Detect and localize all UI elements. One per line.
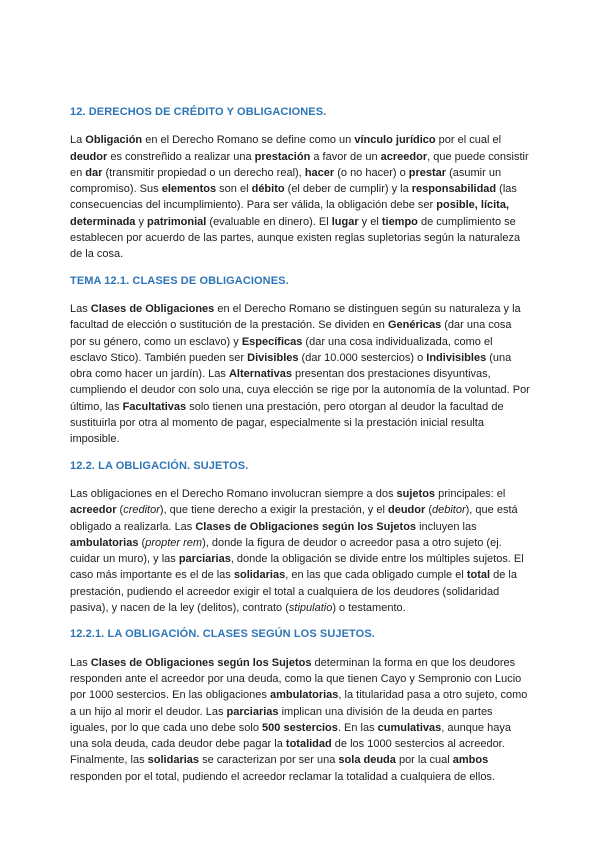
text-run: Las [70, 656, 91, 669]
text-run: Las [70, 302, 91, 315]
bold-text: Genéricas [387, 319, 442, 332]
section-heading-1: 12. DERECHOS DE CRÉDITO Y OBLIGACIONES. [70, 106, 327, 118]
text-run: (dar una cosa individualizada, como el esclavo Stico). También pueden ser [70, 335, 493, 364]
text-run: de cumplimiento se establecen por acuerdo de las partes, aunque existen reglas supletorias según la naturaleza de la cosa. [70, 215, 521, 261]
bold-text: Indivisibles [426, 351, 487, 364]
section-heading-3: 12.2. LA OBLIGACIÓN. SUJETOS. [70, 459, 249, 472]
bold-text: cumulativas [377, 721, 442, 734]
text-run: (evaluable en dinero). El [206, 215, 332, 228]
paragraph-4 [70, 655, 530, 785]
text-run: (dar 10.000 sestercios) o [298, 351, 427, 364]
bold-text: responsabilidad [411, 183, 497, 196]
text-run: . En las [337, 721, 378, 734]
bold-text: acreedor [70, 504, 117, 517]
text-run: , donde la obligación se divide entre los múltiples sujetos. El caso más importante es el de las [70, 553, 524, 582]
text-run: La [70, 134, 86, 147]
text-run: se caracterizan por ser una [199, 754, 339, 767]
paragraph-1 [70, 132, 530, 262]
bold-text: Alternativas [228, 368, 292, 381]
text-run: determinan la forma en que los deudores responden ante el acreedor por una deuda, como la que tienen Cayo y Sempronio con Lucio por 1000 sestercios. En las obligaciones [70, 656, 522, 702]
bold-text: parciarias [178, 553, 231, 566]
text-run: en el Derecho Romano se distinguen según su naturaleza y la facultad de elección o sustitución de la prestación. Se dividen en [70, 302, 521, 332]
text-run: solo tienen una prestación, pero otorgan al deudor la facultad de sustituirla por otra al momento de pagar, especialmente si la prestación inicial resulta imposible. [70, 400, 504, 446]
text-run: es constreñido a realizar una [107, 150, 255, 163]
text-run: y [135, 215, 148, 228]
text-run: ( [425, 504, 432, 517]
bold-text: Clases de Obligaciones [90, 302, 215, 315]
text-run: Las obligaciones en el Derecho Romano involucran siempre a dos [70, 487, 397, 500]
text-run: , la titularidad pasa a otro sujeto, como a un hijo al morir el deudor. Las [70, 689, 528, 718]
text-run: principales: el [435, 487, 506, 500]
bold-text: Facultativas [122, 400, 187, 413]
bold-text: ambulatorias [70, 536, 139, 549]
bold-text: ambulatorias [269, 689, 339, 702]
bold-text: totalidad [285, 738, 332, 751]
italic-text: debitor [432, 504, 466, 517]
text-run: (el deber de cumplir) y la [284, 183, 412, 196]
bold-text: prestar [408, 166, 447, 179]
bold-text: posible, lícita, determinada [70, 199, 510, 228]
paragraph-3 [70, 486, 530, 616]
bold-text: 500 sestercios [262, 721, 338, 734]
text-run: (las consecuencias del incumplimiento). Para ser válida, la obligación debe ser [70, 183, 517, 212]
text-run: de los 1000 sestercios al acreedor. Finalmente, las [70, 738, 505, 767]
bold-text: sujetos [396, 487, 436, 500]
bold-text: Específicas [241, 335, 303, 348]
text-run: (asumir un compromiso). Sus [70, 166, 502, 196]
bold-text: acreedor [380, 150, 428, 163]
text-run: incluyen las [416, 520, 477, 533]
bold-text: solidarias [147, 754, 200, 767]
text-run: , aunque haya una sola deuda, cada deudor debe pagar la [70, 721, 511, 751]
text-run: son el [216, 183, 252, 196]
paragraph-2 [70, 301, 530, 448]
bold-text: deudor [387, 504, 426, 517]
bold-text: elementos [161, 183, 217, 196]
text-run: ( [116, 504, 124, 517]
text-run: ) o testamento. [332, 602, 406, 615]
bold-text: patrimonial [147, 215, 207, 228]
text-run: (una obra como hacer un jardín). Las [70, 351, 512, 381]
text-run: responden por el total, pudiendo el acreedor reclamar la totalidad a cualquiera de ellos. [70, 770, 495, 783]
text-run: a favor de un [310, 150, 381, 163]
text-run: , que puede consistir en [70, 150, 529, 179]
section-heading-2: TEMA 12.1. CLASES DE OBLIGACIONES. [70, 274, 289, 287]
text-run: implican una división de la deuda en partes iguales, por lo que cada uno debe solo [70, 705, 493, 734]
bold-text: ambos [452, 754, 489, 767]
bold-text: hacer [304, 166, 335, 179]
bold-text: Divisibles [247, 351, 299, 364]
bold-text: lugar [331, 215, 359, 228]
bold-text: solidarias [233, 569, 286, 582]
bold-text: Clases de Obligaciones según los Sujetos [195, 520, 417, 533]
text-run: de la prestación, pudiendo el acreedor exigir el total a cualquiera de los deudores (solidaridad pasiva), y nacen de la ley (delitos), contrato ( [70, 569, 517, 615]
text-run: ( [138, 536, 146, 549]
text-run: ), que está obligado a realizarla. Las [70, 504, 518, 533]
bold-text: Clases de Obligaciones según los Sujetos [90, 656, 312, 669]
bold-text: parciarias [226, 705, 279, 718]
bold-text: débito [251, 183, 285, 196]
bold-text: dar [85, 166, 103, 179]
bold-text: vínculo jurídico [354, 134, 436, 147]
bold-text: prestación [254, 150, 311, 163]
text-run: ), donde la figura de deudor o acreedor pasa a otro sujeto (ej. cuidar un muro), y las [70, 536, 502, 566]
text-run: ), que tiene derecho a exigir la prestación, y el [159, 504, 388, 517]
text-run: (dar una cosa por su género, como un esclavo) y [70, 319, 512, 348]
italic-text: creditor [123, 504, 160, 517]
text-run: por la cual [395, 754, 453, 767]
bold-text: tiempo [381, 215, 418, 228]
bold-text: total [466, 569, 491, 582]
italic-text: propter rem [145, 536, 203, 549]
text-run: en el Derecho Romano se define como un [142, 134, 355, 147]
text-run: por el cual el [435, 134, 502, 147]
bold-text: Obligación [85, 134, 143, 147]
section-heading-4: 12.2.1. LA OBLIGACIÓN. CLASES SEGÚN LOS SUJETOS. [70, 628, 375, 641]
italic-text: stipulatio [288, 602, 333, 615]
text-run: (o no hacer) o [334, 166, 409, 179]
document-body [70, 104, 530, 785]
bold-text: sola deuda [338, 754, 396, 767]
bold-text: deudor [70, 150, 108, 163]
text-run: , en las que cada obligado cumple el [285, 569, 467, 582]
text-run: presentan dos prestaciones disyuntivas, cumpliendo el deudor con solo una, cuya elección se rige por la autonomía de la voluntad. Por último, las [70, 368, 530, 413]
text-run: (transmitir propiedad o un derecho real), [102, 166, 305, 179]
text-run: y el [358, 215, 382, 228]
